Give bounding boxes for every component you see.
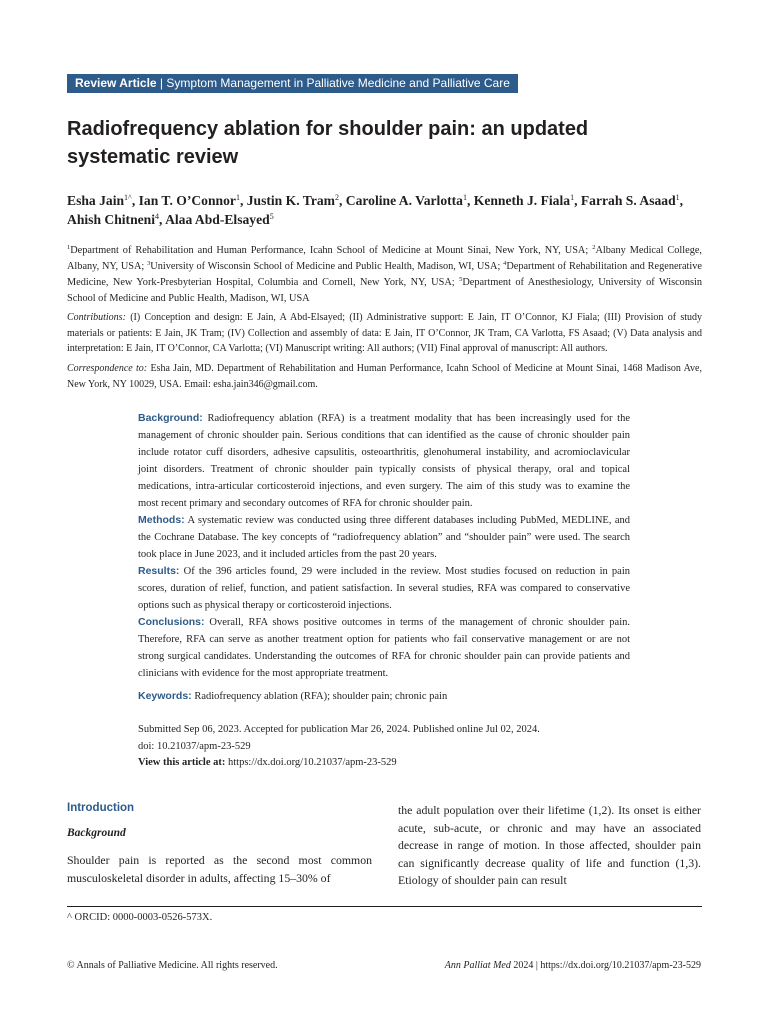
orcid-footnote: ^ ORCID: 0000-0003-0526-573X. — [67, 912, 213, 923]
abstract-results: Results: Of the 396 articles found, 29 were included in the review. Most studies focused on reduction in pain scores, duration of relief, function, and patient satisfaction. In several studies, RFA was compared to conservative options such as physical therapy or corticosteroid injections. — [138, 565, 630, 611]
correspondence — [67, 361, 702, 392]
author-list — [67, 191, 707, 229]
article-type: Review Article — [75, 76, 157, 90]
correspondence-label: Correspondence to: — [67, 363, 148, 374]
contributions-text: (I) Conception and design: E Jain, A Abd-Elsayed; (II) Administrative support: E Jain, IT O’Connor, KJ Fiala; (III) Provision of study materials or patients: E Jain, JK Tram; (IV) Collection and assembly of data: E Jain, IT O’Connor, JK Tram, CA Varlotta, FS Asaad; (V) Data analysis and interpretation: E Jain, IT O’Connor, CA Varlotta; (VI) Manuscript writing: All authors; (VII) Final approval of manuscript: All authors. — [67, 312, 702, 355]
copyright: © Annals of Palliative Medicine. All rights reserved. — [67, 960, 278, 971]
article-section: Symptom Management in Palliative Medicine and Palliative Care — [166, 76, 510, 90]
author: Caroline A. Varlotta$^1$, — [345, 193, 474, 208]
submission-info — [138, 722, 658, 772]
correspondence-text: Esha Jain, MD. Department of Rehabilitation and Human Performance, Icahn School of Medicine at Mount Sinai, 1468 Madison Ave, New York, NY 10029, USA. Email: esha.jain346@gmail.com. — [67, 363, 702, 390]
footnote-divider — [67, 906, 702, 907]
background-subheading: Background — [67, 827, 126, 839]
abstract-conclusions: Conclusions: Overall, RFA shows positive outcomes in terms of the management of chronic shoulder pain. Therefore, RFA can serve as another treatment option for patients who fail conservative management or are not strong surgical candidates. Understanding the outcomes of RFA for chronic shoulder pain can provide patients and clinicians with evidence for the most appropriate treatment. — [138, 616, 630, 679]
contributions-label: Contributions: — [67, 312, 126, 323]
author: Ahish Chitneni$^4$, — [67, 212, 166, 227]
abstract — [138, 410, 630, 705]
author: Esha Jain$^{1\^{}}$, — [67, 193, 139, 208]
abstract-methods: Methods: A systematic review was conducted using three different databases including PubMed, MEDLINE, and the Cochrane Database. The key concepts of “radiofrequency ablation” and “shoulder pain” were used. The search took place in June 2023, and it included articles from the past 20 years. — [138, 514, 630, 560]
journal-citation: Ann Palliat Med 2024 | https://dx.doi.org/10.21037/apm-23-529 — [444, 960, 701, 971]
doi: doi: 10.21037/apm-23-529 — [138, 740, 251, 752]
intro-column-left: Shoulder pain is reported as the second most common musculoskeletal disorder in adults, affecting 15–30% of — [67, 853, 372, 885]
banner-separator: | — [156, 76, 167, 90]
keywords: Keywords: Radiofrequency ablation (RFA); shoulder pain; chronic pain — [138, 690, 448, 702]
author: Kenneth J. Fiala$^1$, — [473, 193, 581, 208]
abstract-background: Background: Radiofrequency ablation (RFA) is a treatment modality that has been increasingly used for the management of chronic shoulder pain. Serious conditions that can identified as the cause of chronic shoulder pain include rotator cuff disorders, adhesive capsulitis, osteoarthritis, glenohumeral instability, and acromioclavicular joint disorders. Treatment of chronic shoulder pain typically consists of physical therapy, oral and topical medications, intra-articular corticosteroid injections, and even surgery. The aim of this study was to examine the most recent primary and secondary outcomes of RFA for chronic shoulder pain. — [138, 412, 630, 509]
article-title: Radiofrequency ablation for shoulder pain: an updated systematic review — [67, 118, 589, 168]
submission-dates: Submitted Sep 06, 2023. Accepted for publication Mar 26, 2024. Published online Jul 02, 2024. — [138, 724, 540, 735]
article-link[interactable]: View this article at: https://dx.doi.org/10.21037/apm-23-529 — [138, 757, 397, 768]
author: Alaa Abd-Elsayed$^5$ — [165, 212, 274, 227]
contributions — [67, 310, 702, 357]
author: Farrah S. Asaad$^1$, — [580, 193, 684, 208]
affiliations: $^1$Department of Rehabilitation and Human Performance, Icahn School of Medicine at Mount Sinai, New York, NY, USA; $^2$Albany Medical College, Albany, NY, USA; $^3$University of Wisconsin School of Medicine and Public Health, Madison, WI, USA; $^4$Department of Rehabilitation and Regenerative Medicine, New York-Presbyterian Hospital, Columbia and Cornell, New York, NY, USA; $^5$Department of Anesthesiology, University of Wisconsin School of Medicine and Public Health, Madison, WI, USA — [67, 244, 703, 304]
introduction-heading: Introduction — [67, 802, 135, 814]
article-type-banner — [67, 74, 518, 93]
author: Justin K. Tram$^2$, — [246, 193, 346, 208]
author: Ian T. O’Connor$^1$, — [138, 193, 247, 208]
intro-column-right: the adult population over their lifetime (1,2). Its onset is either acute, sub-acute, or chronic and may have an associated decrease in range of motion. In those affected, shoulder pain can significantly decrease quality of life and function (1,3). Etiology of shoulder pain can result — [398, 803, 701, 887]
